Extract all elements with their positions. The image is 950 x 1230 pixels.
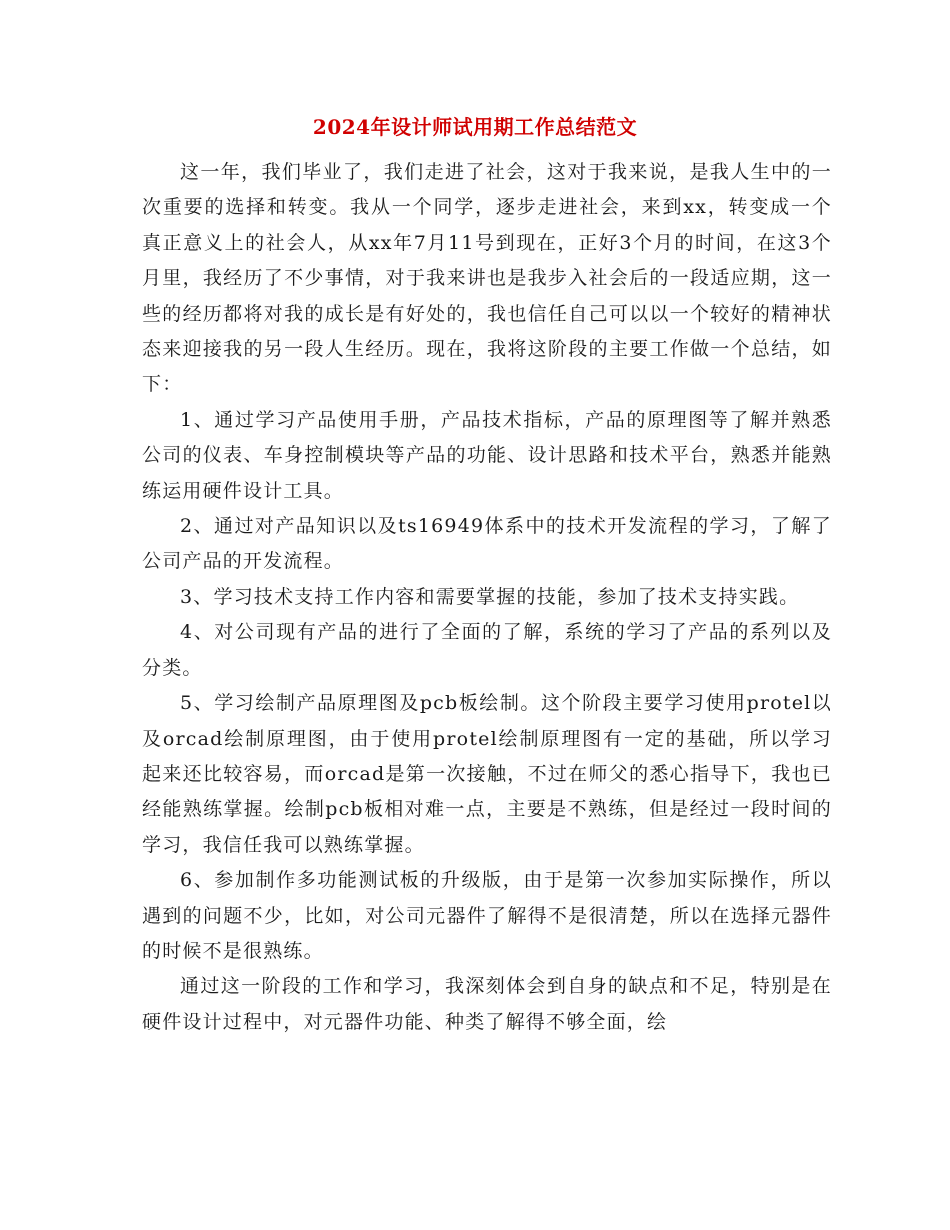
paragraph-item-2: 2、通过对产品知识以及ts16949体系中的技术开发流程的学习，了解了公司产品的开发流程。 — [142, 515, 832, 573]
paragraph-item-1: 1、通过学习产品使用手册，产品技术指标，产品的原理图等了解并熟悉公司的仪表、车身控制模块等产品的功能、设计思路和技术平台，熟悉并能熟练运用硬件设计工具。 — [142, 408, 832, 502]
paragraph-item-6: 6、参加制作多功能测试板的升级版，由于是第一次参加实际操作，所以遇到的问题不少，比如，对公司元器件了解得不是很清楚，所以在选择元器件的时候不是很熟练。 — [142, 869, 832, 962]
document-body — [142, 155, 832, 1040]
paragraph-item-3: 3、学习技术支持工作内容和需要掌握的技能，参加了技术支持实践。 — [180, 585, 800, 608]
document-title: 2024年设计师试用期工作总结范文 — [312, 115, 638, 139]
paragraph-intro: 这一年，我们毕业了，我们走进了社会，这对于我来说，是我人生中的一次重要的选择和转变。我从一个同学，逐步走进社会，来到xx，转变成一个真正意义上的社会人，从xx年7月11号到现在，正好3个月的时间，在这3个月里，我经历了不少事情，对于我来讲也是我步入社会后的一段适应期，这一些的经历都将对我的成长是有好处的，我也信任自己可以以一个较好的精神状态来迎接我的另一段人生经历。现在，我将这阶段的主要工作做一个总结，如下： — [142, 161, 832, 396]
paragraph-item-5: 5、学习绘制产品原理图及pcb板绘制。这个阶段主要学习使用protel以及orcad绘制原理图，由于使用protel绘制原理图有一定的基础，所以学习起来还比较容易，而orcad是第一次接触，不过在师父的悉心指导下，我也已经能熟练掌握。绘制pcb板相对难一点，主要是不熟练，但是经过一段时间的学习，我信任我可以熟练掌握。 — [142, 692, 832, 856]
paragraph-reflection: 通过这一阶段的工作和学习，我深刻体会到自身的缺点和不足，特别是在硬件设计过程中，对元器件功能、种类了解得不够全面，绘 — [142, 975, 832, 1033]
paragraph-item-4: 4、对公司现有产品的进行了全面的了解，系统的学习了产品的系列以及分类。 — [142, 621, 832, 679]
